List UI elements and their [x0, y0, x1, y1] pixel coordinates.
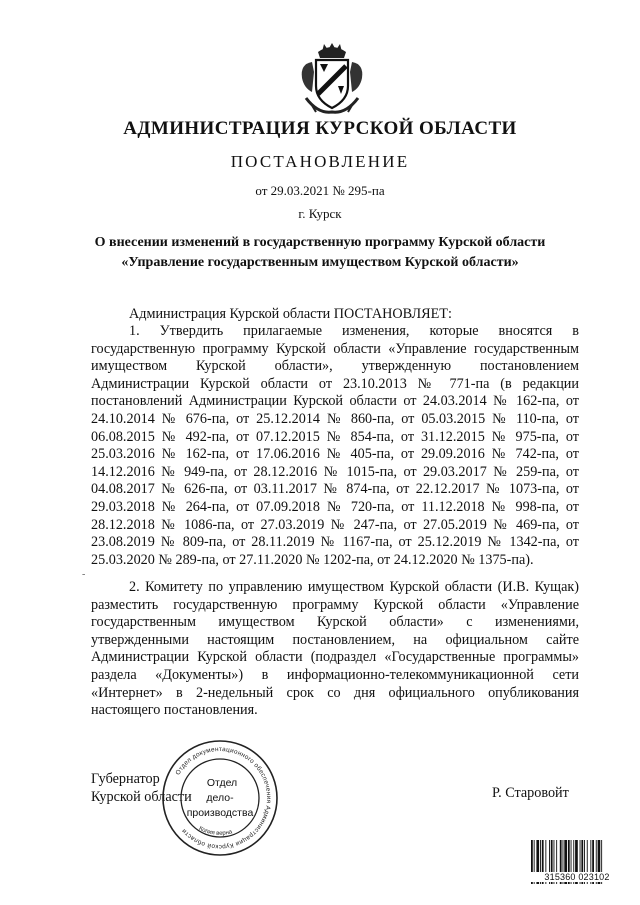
signatory-name: Р. Старовойт: [492, 785, 569, 801]
stamp-center-line-2: дело-: [206, 792, 234, 804]
subject-line-2: «Управление государственным имуществом Курской области»: [121, 255, 519, 270]
stamp-center-line-3: производства: [186, 807, 254, 819]
official-stamp: [160, 738, 280, 858]
document-date-number: от 29.03.2021 № 295-па: [255, 183, 385, 198]
subject-line-1: О внесении изменений в государственную программу Курской области: [94, 235, 546, 250]
signer-title-line-2: Курской области: [91, 789, 192, 805]
stamp-bottom-text: Копия верна: [197, 825, 233, 837]
document-type: ПОСТАНОВЛЕНИЕ: [230, 152, 410, 171]
svg-text:Копия верна: [198, 826, 234, 837]
coat-of-arms-icon: [298, 42, 366, 116]
stamp-ring-text: Отдел документационного обеспечения Администрации Курской области: [174, 745, 273, 851]
barcode-number: 315360 023102: [528, 872, 626, 882]
document-subject: [0, 233, 640, 273]
city: г. Курск: [298, 206, 342, 221]
signer-title-line-1: Губернатор: [91, 771, 160, 787]
paragraph-2: [91, 579, 579, 720]
stamp-center-line-1: Отдел: [206, 777, 238, 789]
paragraph-1-text: 1. Утвердить прилагаемые изменения, которые вносятся в государственную программу Курской области «Управление государственным имуществом Курской области», утвержденную постановлением Администрации Курской области от 23.10.2013 № 771-па (в редакции постановлений Администрации Курской области от 24.03.2014 № 162-па, от 24.10.2014 № 676-па, от 25.12.2014 № 860-па, от 05.03.2015 № 110-па, от 06.08.2015 № 492-па, от 07.12.2015 № 854-па, от 31.12.2015 № 975-па, от 25.03.2016 № 162-па, от 17.06.2016 № 405-па, от 29.09.2016 № 742-па, от 14.12.2016 № 949-па, от 28.12.2016 № 1015-па, от 29.03.2017 № 259-па, от 04.08.2017 № 626-па, от 03.11.2017 № 874-па, от 22.12.2017 № 1073-па, от 29.03.2018 № 264-па, от 07.09.2018 № 720-па, от 11.12.2018 № 998-па, от 28.12.2018 № 1086-па, от 27.03.2019 № 247-па, от 27.05.2019 № 469-па, от 23.08.2019 № 809-па, от 28.11.2019 № 1167-па, от 25.12.2019 № 1342-па, от 25.03.2020 № 289-па, от 27.11.2020 № 1202-па, от 24.12.2020 № 1375-па).: [91, 323, 579, 568]
intro-statement: Администрация Курской области ПОСТАНОВЛЯЕТ:: [129, 306, 452, 322]
paragraph-2-text: 2. Комитету по управлению имуществом Курской области (И.В. Кущак) разместить государственную программу Курской области «Управление государственным имуществом Курской области» с изменениями, утвержденными настоящим постановлением, на официальном сайте Администрации Курской области (подраздел «Государственные программы» раздела «Документы») в информационно-телекоммуникационной сети «Интернет» в 2-недельный срок со дня официального опубликования настоящего постановления.: [91, 579, 579, 719]
organization-title: АДМИНИСТРАЦИЯ КУРСКОЙ ОБЛАСТИ: [123, 118, 517, 139]
paragraph-1: [91, 323, 579, 569]
margin-mark: -: [82, 569, 86, 580]
